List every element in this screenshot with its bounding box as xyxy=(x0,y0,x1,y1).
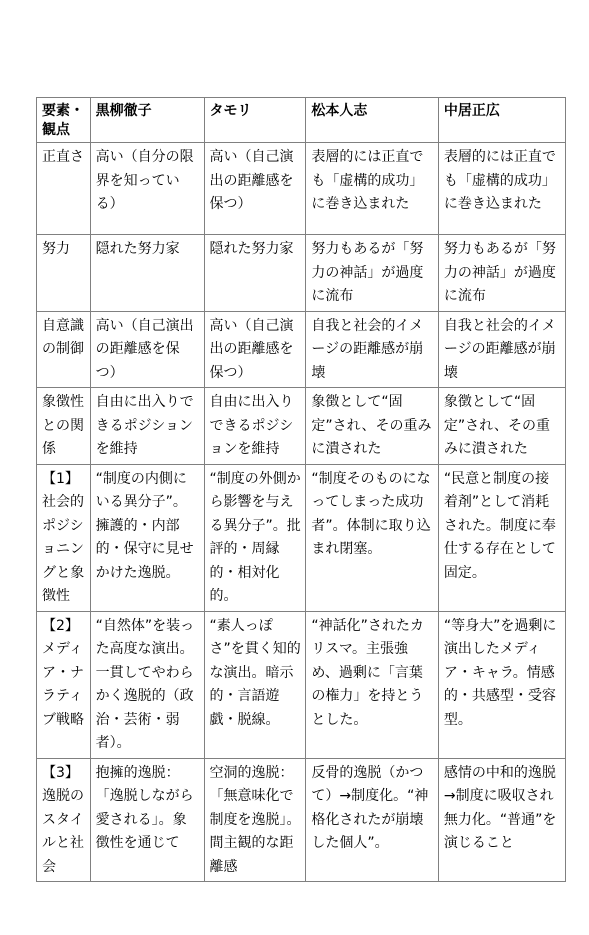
header-cell-tamori: タモリ xyxy=(204,98,306,143)
table-cell: “等身大”を過剰に演出したメディア・キャラ。情感的・共感型・受容型。 xyxy=(438,611,565,758)
table-cell: 表層的には正直でも「虚構的成功」に巻き込まれた xyxy=(438,143,565,235)
table-cell: “自然体”を装った高度な演出。一貫してやわらかく逸脱的（政治・芸術・弱者）。 xyxy=(90,611,204,758)
comparison-table xyxy=(36,97,566,882)
header-cell-nakai: 中居正広 xyxy=(438,98,565,143)
table-header-row xyxy=(37,98,566,143)
table-cell: “民意と制度の接着剤”として消耗された。制度に奉仕する存在として固定。 xyxy=(438,464,565,611)
table-cell: 高い（自己演出の距離感を保つ） xyxy=(90,311,204,388)
header-cell-matsumoto: 松本人志 xyxy=(306,98,439,143)
table-row xyxy=(37,464,566,611)
table-cell: “制度そのものになってしまった成功者”。体制に取り込まれ閉塞。 xyxy=(306,464,439,611)
row-label-cell: 【1】社会的ポジショニングと象徴性 xyxy=(37,464,91,611)
table-cell: 象徴として“固定”され、その重みに潰された xyxy=(438,388,565,465)
table-cell: “素人っぽさ”を貫く知的な演出。暗示的・言語遊戯・脱線。 xyxy=(204,611,306,758)
table-cell: 自由に出入りできるポジションを維持 xyxy=(90,388,204,465)
table-cell: “制度の外側から影響を与える異分子”。批評的・周縁的・相対化的。 xyxy=(204,464,306,611)
table-cell: 努力もあるが「努力の神話」が過度に流布 xyxy=(306,235,439,312)
table-cell: 高い（自己演出の距離感を保つ） xyxy=(204,143,306,235)
table-row xyxy=(37,311,566,388)
table-cell: 象徴として“固定”され、その重みに潰された xyxy=(306,388,439,465)
table-row xyxy=(37,388,566,465)
table-cell: 高い（自分の限界を知っている） xyxy=(90,143,204,235)
table-cell: 感情の中和的逸脱→制度に吸収され無力化。“普通”を演じること xyxy=(438,758,565,882)
table-cell: 表層的には正直でも「虚構的成功」に巻き込まれた xyxy=(306,143,439,235)
table-cell: 努力もあるが「努力の神話」が過度に流布 xyxy=(438,235,565,312)
table-row xyxy=(37,143,566,235)
table-cell: “神話化”されたカリスマ。主張強め、過剰に「言葉の権力」を持とうとした。 xyxy=(306,611,439,758)
table-cell: 抱擁的逸脱：「逸脱しながら愛される」。象徴性を通じて xyxy=(90,758,204,882)
table-cell: 自我と社会的イメージの距離感が崩壊 xyxy=(438,311,565,388)
row-label-cell: 正直さ xyxy=(37,143,91,235)
table-cell: 空洞的逸脱：「無意味化で制度を逸脱」。間主観的な距離感 xyxy=(204,758,306,882)
table-row xyxy=(37,235,566,312)
table-row xyxy=(37,758,566,882)
row-label-cell: 【3】逸脱のスタイルと社会 xyxy=(37,758,91,882)
header-cell-aspect: 要素・観点 xyxy=(37,98,91,143)
row-label-cell: 象徴性との関係 xyxy=(37,388,91,465)
table-cell: 隠れた努力家 xyxy=(90,235,204,312)
table-cell: 隠れた努力家 xyxy=(204,235,306,312)
row-label-cell: 努力 xyxy=(37,235,91,312)
row-label-cell: 自意識の制御 xyxy=(37,311,91,388)
table-cell: 自由に出入りできるポジションを維持 xyxy=(204,388,306,465)
row-label-cell: 【2】メディア・ナラティブ戦略 xyxy=(37,611,91,758)
header-cell-kuroyanagi: 黒柳徹子 xyxy=(90,98,204,143)
table-cell: 自我と社会的イメージの距離感が崩壊 xyxy=(306,311,439,388)
table-cell: 反骨的逸脱（かつて）→制度化。“神格化されたが崩壊した個人”。 xyxy=(306,758,439,882)
table-cell: “制度の内側にいる異分子”。擁護的・内部的・保守に見せかけた逸脱。 xyxy=(90,464,204,611)
table-row xyxy=(37,611,566,758)
table-cell: 高い（自己演出の距離感を保つ） xyxy=(204,311,306,388)
